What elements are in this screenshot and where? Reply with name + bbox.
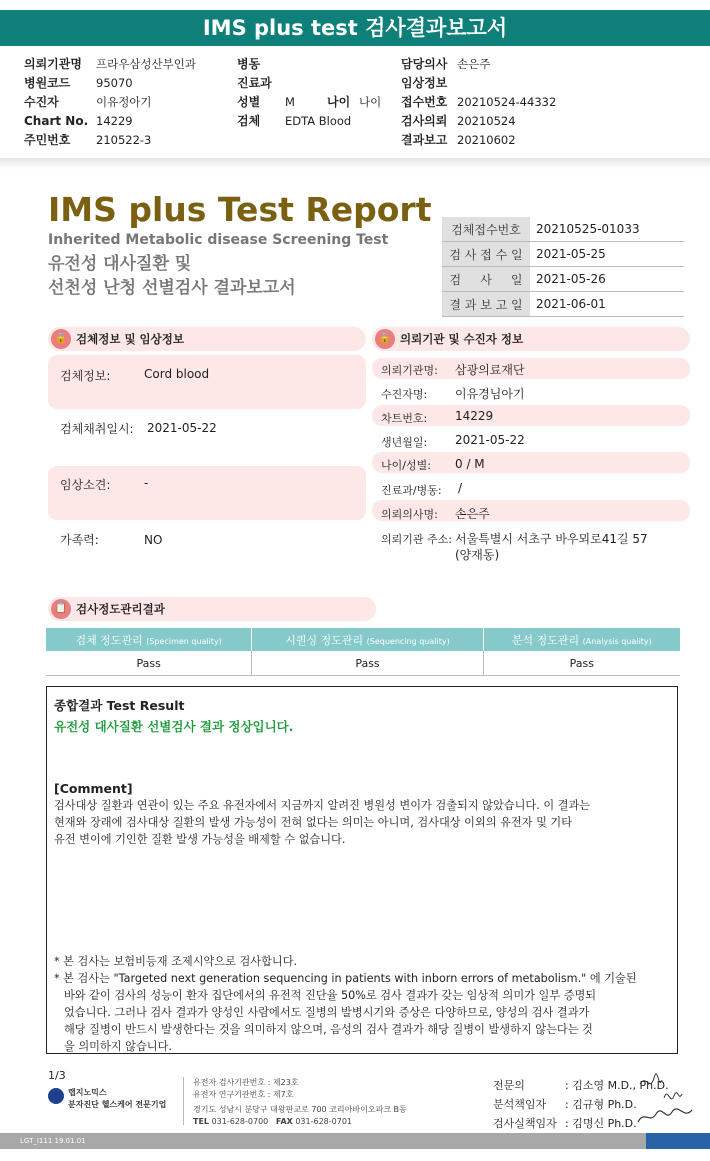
quality-header bbox=[46, 628, 252, 651]
age-label: 나이 bbox=[327, 95, 351, 109]
header-label: 임상정보 bbox=[401, 76, 448, 90]
staff-role: 검사실책임자 bbox=[493, 1117, 557, 1130]
patient-label: 진료과/병동: bbox=[381, 484, 442, 497]
specimen-value: Cord blood bbox=[144, 367, 210, 381]
header-label: 담당의사 bbox=[401, 57, 448, 71]
lock-icon: 🔒 bbox=[51, 329, 71, 349]
quality-section-header bbox=[48, 597, 376, 621]
lock-icon: 🔒 bbox=[375, 329, 395, 349]
dates-value: 2021-05-25 bbox=[530, 242, 684, 267]
specimen-section-header bbox=[48, 327, 366, 351]
company-info-line: 유전자 연구기관번호 : 제7호 bbox=[193, 1090, 294, 1099]
notes bbox=[54, 953, 637, 1055]
specimen-section-title: 검체정보 및 임상정보 bbox=[76, 332, 184, 346]
header-value: 프라우삼성산부인과 bbox=[96, 57, 196, 71]
header-label: 성별 bbox=[237, 95, 261, 109]
table-row bbox=[442, 217, 684, 242]
comment-line: 유전 변이에 기인한 질환 발생 가능성을 배제할 수 없습니다. bbox=[54, 833, 346, 846]
company-logo-icon bbox=[48, 1088, 64, 1104]
quality-header-ko: 분석 정도관리 bbox=[511, 633, 580, 647]
header-col2 bbox=[237, 55, 381, 131]
staff-list: 전문의 : 김소영 M.D., Ph.D. 분석책임자 : 김규형 Ph.D. 검사실책임자 : 김명신 Ph.D. bbox=[493, 1076, 669, 1133]
company-name bbox=[68, 1087, 166, 1111]
dates-value: 2021-05-26 bbox=[530, 267, 684, 292]
header-value: 20210524 bbox=[457, 114, 516, 128]
quality-value: Pass bbox=[483, 651, 680, 676]
note-line: * 본 검사는 "Targeted next generation sequencing in patients with inborn errors of metabolism." 에 기술된 bbox=[54, 972, 637, 985]
comment-line: 현재와 장래에 검사대상 질환의 발생 가능성이 전혀 없다는 의미는 아니며, 검사대상 이외의 유전자 및 기타 bbox=[54, 816, 573, 829]
table-row bbox=[442, 267, 684, 292]
clinical-info-bg bbox=[48, 466, 366, 520]
specimen-label: 임상소견: bbox=[60, 478, 111, 492]
patient-value: 서울특별시 서초구 바우뫼로41길 57 bbox=[455, 532, 648, 546]
report-subtitle-ko-line2: 선천성 난청 선별검사 결과보고서 bbox=[48, 278, 296, 298]
patient-label: 의뢰기관명: bbox=[381, 364, 438, 377]
specimen-value: - bbox=[144, 476, 149, 490]
result-box bbox=[46, 686, 678, 1054]
quality-header bbox=[483, 628, 680, 651]
result-summary: 유전성 대사질환 선별검사 결과 정상입니다. bbox=[54, 719, 294, 734]
header-label: 주민번호 bbox=[24, 133, 71, 147]
quality-section-title: 검사정도관리결과 bbox=[76, 602, 165, 616]
header-label: 접수번호 bbox=[401, 95, 448, 109]
patient-value: 이유경님아기 bbox=[455, 387, 525, 401]
quality-header bbox=[252, 628, 483, 651]
specimen-value: NO bbox=[144, 533, 163, 547]
note-line: 해당 질병이 반드시 발생한다는 것을 의미하지 않으며, 음성의 검사 결과가 해당 질병이 발생하지 않는다는 것 bbox=[64, 1023, 593, 1036]
dates-label: 검체접수번호 bbox=[442, 217, 530, 242]
patient-label: 차트번호: bbox=[381, 412, 428, 425]
tel-label: TEL bbox=[193, 1117, 210, 1126]
patient-label: 나이/성별: bbox=[381, 459, 431, 472]
specimen-label: 가족력: bbox=[60, 533, 99, 547]
signature-2 bbox=[664, 1093, 682, 1099]
staff-role: 분석책임자 bbox=[493, 1098, 547, 1111]
note-line: * 본 검사는 보험비등재 조제시약으로 검사합니다. bbox=[54, 955, 298, 968]
company-info bbox=[193, 1077, 407, 1128]
dates-label: 검 사 일 bbox=[442, 267, 530, 292]
note-line: 었습니다. 그러나 검사 결과가 양성인 사람에서도 질병의 발병시기와 증상은 다양하므로, 양성의 검사 결과가 bbox=[64, 1006, 590, 1019]
header-label: 병원코드 bbox=[24, 76, 71, 90]
report-subtitle-ko-line1: 유전성 대사질환 및 bbox=[48, 254, 192, 274]
patient-value: 14229 bbox=[455, 409, 494, 423]
header-label: 검체 bbox=[237, 114, 261, 128]
signature-graphics bbox=[636, 1072, 696, 1130]
comment-heading: [Comment] bbox=[54, 781, 133, 796]
patient-label: 의뢰의사명: bbox=[381, 508, 438, 521]
report-subtitle-ko bbox=[48, 252, 296, 300]
patient-value: 0 / M bbox=[455, 457, 485, 471]
dates-table bbox=[442, 217, 684, 317]
clipboard-icon: 📋 bbox=[51, 599, 71, 619]
quality-header-ko: 검체 정도관리 bbox=[75, 633, 143, 647]
note-line: 바와 같이 검사의 성능이 환자 집단에서의 유전적 진단율 50%로 검사 결과가 갖는 임상적 의미가 일부 증명되 bbox=[64, 989, 597, 1002]
divider-shadow bbox=[0, 158, 710, 170]
bottom-bar-accent bbox=[646, 1133, 710, 1149]
header-value: 20210524-44332 bbox=[457, 95, 557, 109]
header-label: 수진자 bbox=[24, 95, 59, 109]
page-number: 1/3 bbox=[48, 1069, 66, 1082]
patient-label: 수진자명: bbox=[381, 388, 428, 401]
patient-section-header bbox=[372, 327, 690, 351]
header-label: Chart No. bbox=[24, 114, 89, 128]
specimen-label: 검체채취일시: bbox=[60, 422, 134, 436]
patient-value: 삼광의료재단 bbox=[455, 363, 525, 377]
quality-header-ko: 시퀀싱 정도관리 bbox=[285, 633, 364, 647]
dates-label: 결 과 보 고 일 bbox=[442, 292, 530, 317]
dates-value: 20210525-01033 bbox=[530, 217, 684, 242]
company-name-line: 랩지노믹스 bbox=[68, 1088, 107, 1097]
report-banner: IMS plus test 검사결과보고서 bbox=[0, 10, 710, 46]
quality-header-en: (Sequencing quality) bbox=[366, 636, 450, 646]
company-info-line: 경기도 성남시 분당구 대왕판교로 700 코리아바이오파크 B동 bbox=[193, 1105, 407, 1114]
header-label: 검사의뢰 bbox=[401, 114, 448, 128]
header-label: 의뢰기관명 bbox=[24, 57, 82, 71]
quality-table bbox=[46, 628, 680, 676]
comment-text bbox=[54, 797, 590, 848]
comment-line: 검사대상 질환과 연관이 있는 주요 유전자에서 지금까지 알려진 병원성 변이가 검출되지 않았습니다. 이 결과는 bbox=[54, 799, 591, 812]
header-col1 bbox=[24, 55, 196, 150]
report-title: IMS plus Test Report bbox=[48, 190, 432, 229]
table-row bbox=[442, 292, 684, 317]
specimen-value: 2021-05-22 bbox=[147, 421, 217, 435]
footer-divider bbox=[183, 1077, 184, 1125]
header-label: 결과보고 bbox=[401, 133, 448, 147]
patient-value: 2021-05-22 bbox=[455, 433, 525, 447]
patient-value: / bbox=[458, 481, 463, 495]
note-line: 을 의미하지 않습니다. bbox=[64, 1040, 172, 1053]
header-value: 14229 bbox=[96, 114, 133, 128]
bottom-bar bbox=[0, 1133, 710, 1149]
header-value: 손은주 bbox=[457, 57, 491, 71]
header-value: EDTA Blood bbox=[285, 114, 352, 128]
report-subtitle-en: Inherited Metabolic disease Screening Test bbox=[48, 232, 389, 248]
header-value: 이유정아기 bbox=[96, 95, 152, 109]
company-tagline: 분자진단 헬스케어 전문기업 bbox=[68, 1100, 167, 1109]
patient-label: 의뢰기관 주소: bbox=[381, 533, 452, 546]
fax-label: FAX bbox=[275, 1117, 293, 1126]
quality-value: Pass bbox=[252, 651, 483, 676]
quality-value: Pass bbox=[46, 651, 252, 676]
header-col3 bbox=[401, 55, 556, 150]
tel-value: 031-628-0700 bbox=[211, 1117, 269, 1126]
table-row bbox=[442, 242, 684, 267]
table-row bbox=[46, 651, 680, 676]
header-value: 20210602 bbox=[457, 133, 516, 147]
result-heading: 종합결과 Test Result bbox=[54, 698, 185, 713]
header-label: 병동 bbox=[237, 57, 261, 71]
patient-address-line2: (양재동) bbox=[455, 548, 500, 562]
header-value: 95070 bbox=[96, 76, 133, 90]
signature-3 bbox=[638, 1109, 692, 1122]
quality-header-en: (Specimen quality) bbox=[146, 636, 222, 646]
dates-label: 검 사 접 수 일 bbox=[442, 242, 530, 267]
header-value: M bbox=[285, 95, 295, 109]
patient-section-title: 의뢰기관 및 수진자 정보 bbox=[400, 332, 524, 346]
patient-label: 생년월일: bbox=[381, 436, 428, 449]
company-info-line: 유전자 검사기관번호 : 제23호 bbox=[193, 1078, 299, 1087]
staff-name: 김소영 M.D., Ph.D. bbox=[572, 1079, 669, 1092]
fax-value: 031-628-0701 bbox=[295, 1117, 353, 1126]
staff-name: 김명신 Ph.D. bbox=[572, 1117, 637, 1130]
signature-1 bbox=[640, 1074, 662, 1084]
age-value: 나이 bbox=[359, 95, 382, 109]
staff-name: 김규형 Ph.D. bbox=[572, 1098, 637, 1111]
form-code: LGT_I111 19.01.01 bbox=[0, 1133, 646, 1149]
dates-value: 2021-06-01 bbox=[530, 292, 684, 317]
table-header-row bbox=[46, 628, 680, 651]
quality-header-en: (Analysis quality) bbox=[582, 636, 652, 646]
specimen-label: 검체정보: bbox=[60, 369, 111, 383]
staff-role: 전문의 bbox=[493, 1079, 525, 1092]
patient-value: 손은주 bbox=[455, 507, 490, 521]
header-label: 진료과 bbox=[237, 76, 272, 90]
header-value: 210522-3 bbox=[96, 133, 152, 147]
